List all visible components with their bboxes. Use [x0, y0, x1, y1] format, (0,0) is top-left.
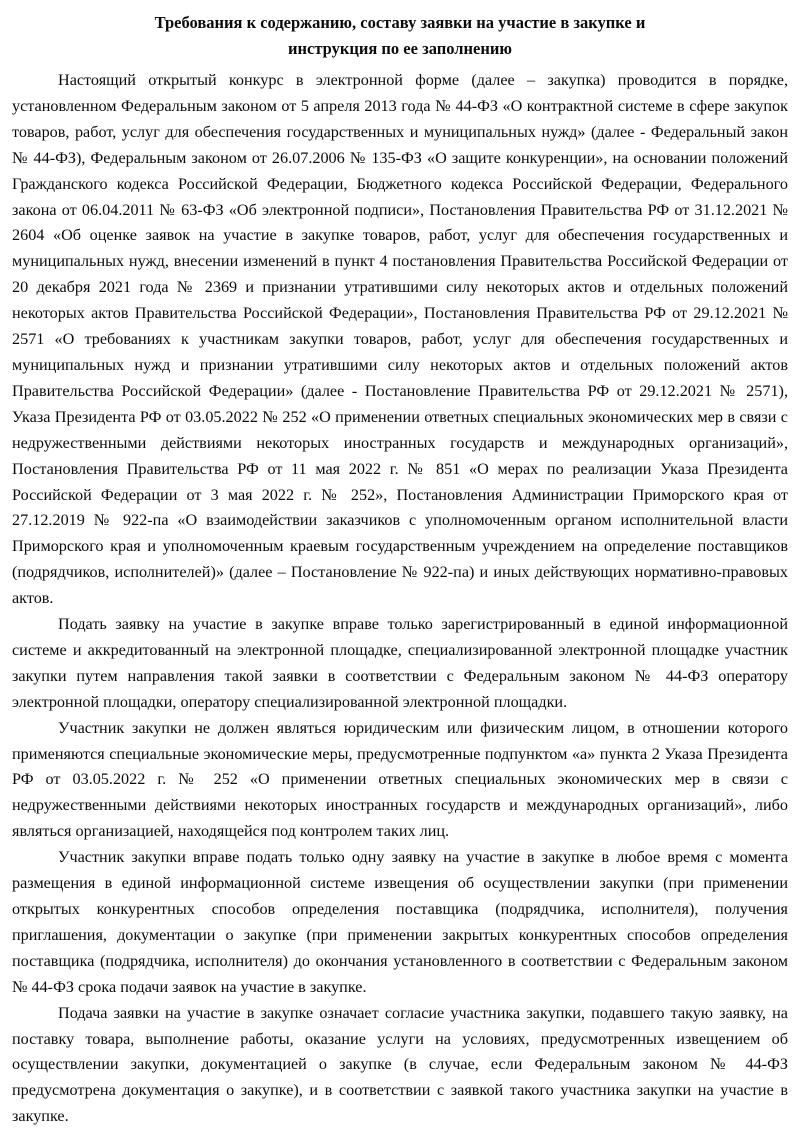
page-title-line-2: инструкция по ее заполнению	[288, 39, 512, 58]
paragraph-consent-meaning: Подача заявки на участие в закупке означает согласие участника закупки, подавшего такую заявку, на поставку товара, выполнение работы, оказание услуги на условиях, предусмотренных извещением об осуществлении закупки, документацией о закупке (в случае, если Федеральным законом № 44-ФЗ предусмотрена документация о закупке), и в соответствии с заявкой такого участника закупки на участие в закупке.	[12, 1003, 788, 1126]
paragraph-single-application: Участник закупки вправе подать только одну заявку на участие в закупке в любое время с момента размещения в единой информационной системе извещения об осуществлении закупки (при применении открытых конкурентных способов определения поставщика (подрядчика, исполнителя), получения приглашения, документации о закупке (при применении закрытых конкурентных способов определения поставщика (подрядчика, исполнителя) до окончания установленного в соответствии с Федеральным законом № 44-ФЗ срока подачи заявок на участие в закупке.	[12, 848, 788, 996]
paragraph-legal-basis: Настоящий открытый конкурс в электронной форме (далее – закупка) проводится в порядке, установленном Федеральным законом от 5 апреля 2013 года № 44-ФЗ «О контрактной системе в сфере закупок товаров, работ, услуг для обеспечения государственных и муниципальных нужд» (далее - Федеральный закон № 44-ФЗ), Федеральным законом от 26.07.2006 № 135-ФЗ «О защите конкуренции», на основании положений Гражданского кодекса Российской Федерации, Бюджетного кодекса Российской Федерации, Федерального закона от 06.04.2011 № 63-ФЗ «Об электронной подписи», Постановления Правительства РФ от 31.12.2021 № 2604 «Об оценке заявок на участие в закупке товаров, работ, услуг для обеспечения государственных и муниципальных нужд, внесении изменений в пункт 4 постановления Правительства Российской Федерации от 20 декабря 2021 года № 2369 и признании утратившими силу некоторых актов и отдельных положений некоторых актов Правительства Российской Федерации», Постановления Правительства РФ от 29.12.2021 № 2571 «О требованиях к участникам закупки товаров, работ, услуг для обеспечения государственных и муниципальных нужд и признании утратившими силу некоторых актов и отдельных положений актов Правительства Российской Федерации» (далее - Постановление Правительства РФ от 29.12.2021 № 2571), Указа Президента РФ от 03.05.2022 № 252 «О применении ответных специальных экономических мер в связи с недружественными действиями некоторых иностранных государств и международных организаций», Постановления Правительства РФ от 11 мая 2022 г. № 851 «О мерах по реализации Указа Президента Российской Федерации от 3 мая 2022 г. № 252», Постановления Администрации Приморского края от 27.12.2019 № 922-па «О взаимодействии заказчиков с уполномоченным органом исполнительной власти Приморского края и уполномоченным краевым государственным учреждением на определение поставщиков (подрядчиков, исполнителей)» (далее – Постановление № 922-па) и иных действующих нормативно-правовых актов.	[12, 71, 788, 608]
page-title-line-1: Требования к содержанию, составу заявки на участие в закупке и	[154, 13, 646, 32]
paragraph-who-may-apply: Подать заявку на участие в закупке вправе только зарегистрированный в единой информационной системе и аккредитованный на электронной площадке, специализированной электронной площадке участник закупки путем направления такой заявки в соответствии с Федеральным законом № 44-ФЗ оператору электронной площадки, оператору специализированной электронной площадки.	[12, 615, 788, 711]
page-title	[12, 10, 788, 62]
paragraph-sanctions-restriction: Участник закупки не должен являться юридическим или физическим лицом, в отношении которого применяются специальные экономические меры, предусмотренные подпунктом «а» пункта 2 Указа Президента РФ от 03.05.2022 г. № 252 «О применении ответных специальных экономических мер в связи с недружественными действиями некоторых иностранных государств и международных организаций», либо являться организацией, находящейся под контролем таких лиц.	[12, 718, 788, 841]
